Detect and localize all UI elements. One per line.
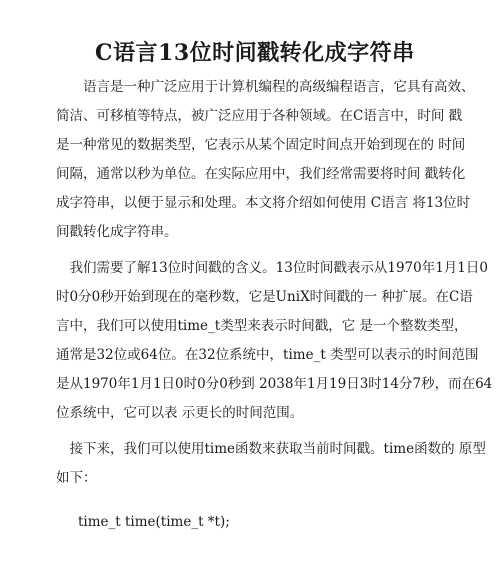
text-line: 是一种常见的数据类型，它表示从某个固定时间点开始到现在的 时间 [56, 137, 466, 153]
paragraph-time-function [56, 435, 486, 493]
text-line: 间隔，通常以秒为单位。在实际应用中，我们经常需要将时间 戳转化 [56, 166, 466, 182]
code-snippet: time_t time(time_t *t); [78, 514, 230, 530]
text-line: 我们需要了解13位时间戳的含义。13位时间戳表示从1970年1月1日0 [56, 260, 488, 276]
text-line: 位系统中，它可以表 示更长的时间范围。 [56, 405, 304, 421]
text-line: 间戳转化成字符串。 [56, 224, 178, 240]
text-line: 成字符串，以便于显示和处理。本文将介绍如何使用 C语言 将13位时 [56, 195, 471, 211]
text-line: 言中，我们可以使用time_t类型来表示时间戳，它 是一个整数类型， [56, 318, 468, 334]
text-line: 通常是32位或64位。在32位系统中，time_t 类型可以表示的时间范围 [56, 347, 479, 363]
text-line: 接下来，我们可以使用time函数来获取当前时间戳。time函数的 原型 [56, 441, 486, 457]
text-line: 如下： [56, 470, 97, 486]
paragraph-intro [56, 73, 475, 247]
text-line: 是从1970年1月1日0时0分0秒到 2038年1月19日3时14分7秒，而在64 [56, 376, 493, 392]
text-line: 简洁、可移植等特点，被广泛应用于各种领域。在C语言中，时间 戳 [56, 108, 463, 124]
document-title: C语言13位时间戳转化成字符串 [95, 40, 415, 66]
paragraph-timestamp-meaning [56, 254, 493, 428]
text-line: 时0分0秒开始到现在的毫秒数，它是UniX时间戳的一 种扩展。在C语 [56, 289, 473, 305]
text-line: 语言是一种广泛应用于计算机编程的高级编程语言，它具有高效、 [56, 79, 475, 95]
